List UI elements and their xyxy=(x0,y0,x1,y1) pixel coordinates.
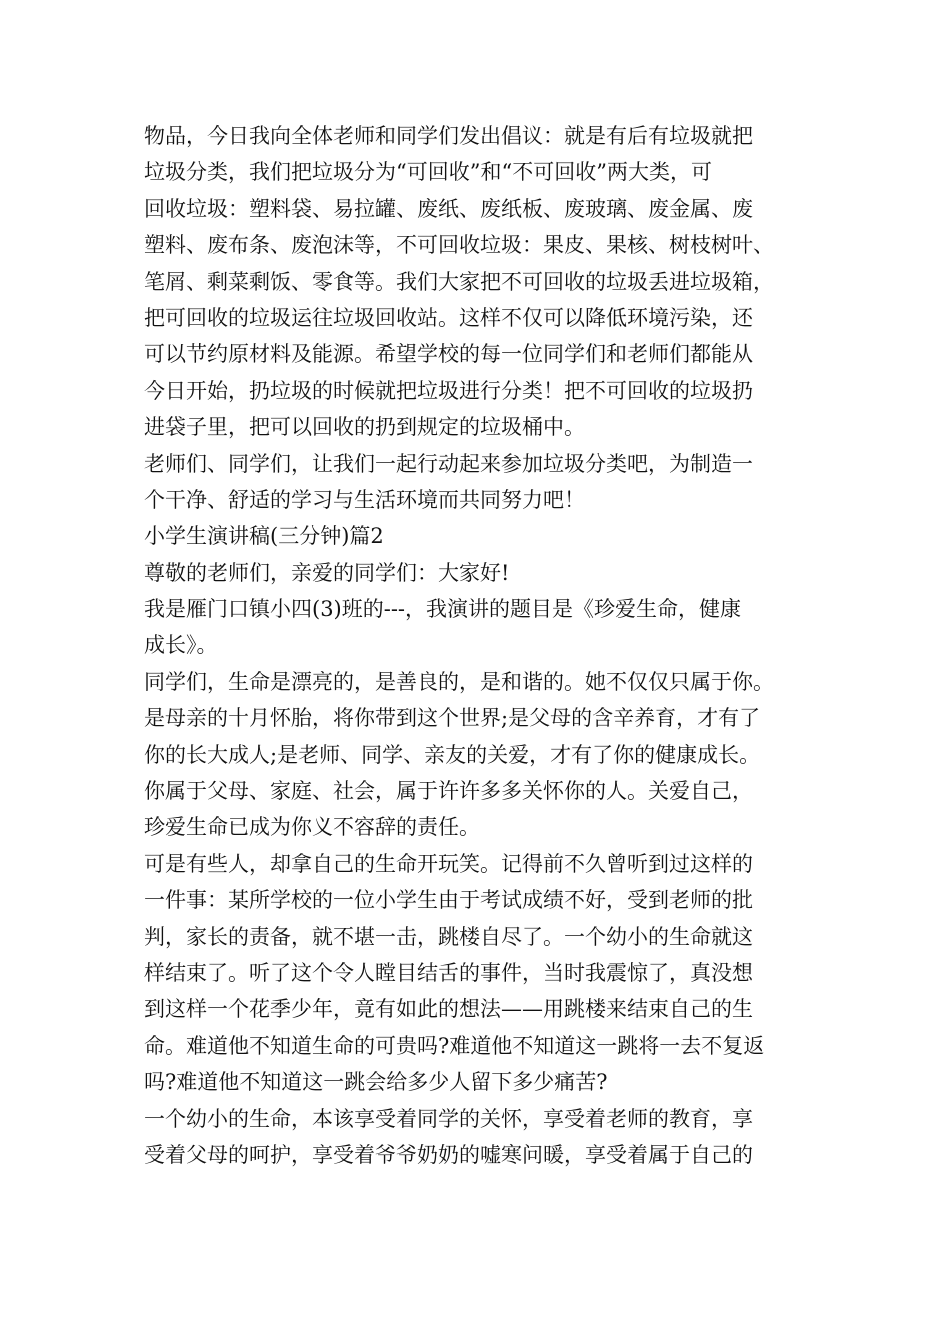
text-line: 是母亲的十月怀胎，将你带到这个世界;是父母的含辛养育，才有了 xyxy=(144,706,761,731)
text-line: 样结束了。听了这个令人瞠目结舌的事件，当时我震惊了，真没想 xyxy=(144,960,753,985)
text-line: 笔屑、剩菜剩饭、零食等。我们大家把不可回收的垃圾丢进垃圾箱， xyxy=(144,269,774,294)
text-line: 老师们、同学们，让我们一起行动起来参加垃圾分类吧，为制造一 xyxy=(144,451,753,476)
text-line: 成长》。 xyxy=(144,633,218,658)
text-line: 今日开始，扔垃圾的时候就把垃圾进行分类！把不可回收的垃圾扔 xyxy=(144,378,753,403)
text-line: 物品，今日我向全体老师和同学们发出倡议：就是有后有垃圾就把 xyxy=(144,124,753,148)
text-line: 判，家长的责备，就不堪一击，跳楼自尽了。一个幼小的生命就这 xyxy=(144,924,753,949)
text-line: 命。难道他不知道生命的可贵吗?难道他不知道这一跳将一去不复返 xyxy=(144,1033,765,1058)
text-line: 尊敬的老师们，亲爱的同学们：大家好! xyxy=(144,560,510,585)
text-line: 你的长大成人;是老师、同学、亲友的关爱，才有了你的健康成长。 xyxy=(144,742,761,767)
text-line: 塑料、废布条、废泡沫等，不可回收垃圾：果皮、果核、树枝树叶、 xyxy=(144,233,774,258)
text-line: 进袋子里，把可以回收的扔到规定的垃圾桶中。 xyxy=(144,415,585,440)
text-line: 你属于父母、家庭、社会，属于许许多多关怀你的人。关爱自己， xyxy=(144,779,753,804)
text-line: 个干净、舒适的学习与生活环境而共同努力吧！ xyxy=(144,487,585,512)
text-line: 珍爱生命已成为你义不容辞的责任。 xyxy=(144,815,480,840)
text-line: 一件事：某所学校的一位小学生由于考试成绩不好，受到老师的批 xyxy=(144,888,753,913)
text-line: 吗?难道他不知道这一跳会给多少人留下多少痛苦? xyxy=(144,1070,608,1095)
text-line: 受着父母的呵护，享受着爷爷奶奶的嘘寒问暖，享受着属于自己的 xyxy=(144,1142,753,1167)
text-line: 同学们，生命是漂亮的，是善良的，是和谐的。她不仅仅只属于你。 xyxy=(144,669,774,694)
text-line: 我是雁门口镇小四(3)班的---，我演讲的题目是《珍爱生命，健康 xyxy=(144,597,742,622)
text-line: 垃圾分类，我们把垃圾分为“可回收”和“不可回收”两大类，可 xyxy=(144,160,712,185)
text-line: 可以节约原材料及能源。希望学校的每一位同学们和老师们都能从 xyxy=(144,342,753,367)
text-line: 一个幼小的生命，本该享受着同学的关怀，享受着老师的教育，享 xyxy=(144,1106,753,1131)
text-line: 回收垃圾：塑料袋、易拉罐、废纸、废纸板、废玻璃、废金属、废 xyxy=(144,196,753,221)
text-line: 到这样一个花季少年，竟有如此的想法——用跳楼来结束自己的生 xyxy=(144,997,753,1022)
text-line: 把可回收的垃圾运往垃圾回收站。这样不仅可以降低环境污染，还 xyxy=(144,305,753,330)
document-body xyxy=(144,118,824,1173)
text-line: 可是有些人，却拿自己的生命开玩笑。记得前不久曾听到过这样的 xyxy=(144,851,753,876)
section-heading: 小学生演讲稿(三分钟)篇2 xyxy=(144,524,384,549)
